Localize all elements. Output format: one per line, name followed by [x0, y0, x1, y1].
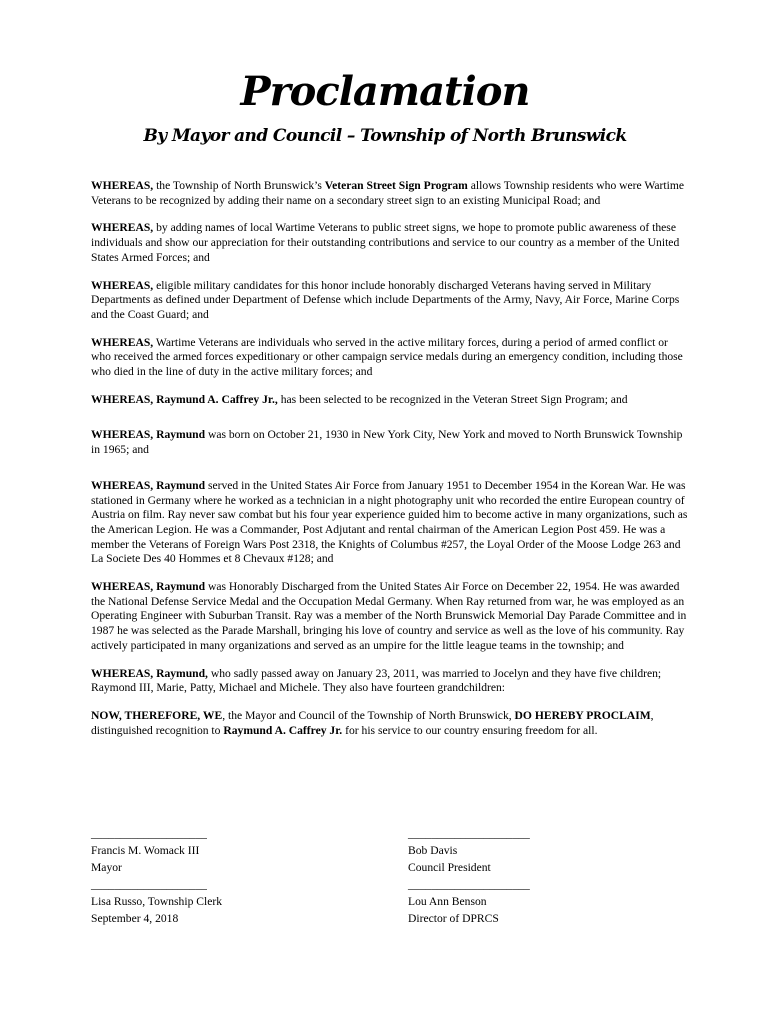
paragraph-text: , the Mayor and Council of the Township of North Brunswick, — [222, 708, 515, 722]
whereas-paragraph-4 — [91, 336, 689, 380]
whereas-lead: WHEREAS, Raymund — [91, 580, 206, 594]
paragraph-text: was born on October 21, 1930 in New York City, New York and moved to North Brunswick Township in 1965; and — [91, 428, 683, 457]
whereas-paragraph-6 — [91, 428, 689, 457]
paragraph-text: for his service to our country ensuring freedom for all. — [342, 723, 598, 737]
paragraph-text: the Township of North Brunswick’s — [153, 179, 325, 192]
whereas-lead: WHEREAS, Raymund A. Caffrey Jr., — [91, 392, 278, 406]
signature-line: _____________________ — [408, 827, 530, 840]
signer-name: Lou Ann Benson — [408, 895, 487, 908]
now-therefore-paragraph — [91, 709, 689, 738]
paragraph-text: who sadly passed away on January 23, 2011, was married to Jocelyn and they have five children; Raymond III, Marie, Patty, Michael and Michele. They also have fourteen grandchildren: — [91, 666, 662, 695]
signature-line: _____________________ — [408, 878, 530, 891]
signer-name: Francis M. Womack III — [91, 844, 200, 857]
signer-name: Lisa Russo, Township Clerk — [91, 895, 223, 908]
page-title: Proclamation — [240, 68, 530, 115]
whereas-paragraph-7 — [91, 479, 689, 567]
whereas-lead: WHEREAS, Raymund — [91, 478, 206, 492]
whereas-paragraph-3 — [91, 279, 689, 323]
now-therefore-lead: NOW, THEREFORE, WE — [91, 708, 223, 722]
proclamation-date: September 4, 2018 — [91, 912, 179, 925]
whereas-lead: WHEREAS, — [91, 179, 154, 192]
whereas-paragraph-1 — [91, 179, 689, 208]
program-name: Veteran Street Sign Program — [324, 179, 468, 192]
whereas-lead: WHEREAS, Raymund, — [91, 666, 208, 680]
proclamation-body — [91, 179, 689, 751]
proclaim-phrase: DO HEREBY PROCLAIM — [514, 708, 651, 722]
whereas-lead: WHEREAS, Raymund — [91, 428, 206, 442]
signature-block-right — [408, 825, 530, 927]
whereas-lead: WHEREAS, — [91, 221, 154, 235]
whereas-paragraph-5 — [91, 393, 689, 408]
page-subtitle: By Mayor and Council – Township of North Brunswick — [143, 126, 627, 146]
whereas-paragraph-8 — [91, 580, 689, 654]
honoree-name: Raymund A. Caffrey Jr. — [223, 723, 343, 737]
whereas-lead: WHEREAS, — [91, 335, 154, 349]
paragraph-text: allows Township residents who were Wartime Veterans to be recognized by adding their name on a secondary street sign to an existing Municipal Road; and — [91, 179, 684, 207]
paragraph-text: Wartime Veterans are individuals who served in the active military forces, during a period of armed conflict or who received the armed forces expeditionary or other campaign service medals during an emergency condition, including those who died in the line of duty in the active military forces; and — [91, 335, 683, 379]
paragraph-text: by adding names of local Wartime Veterans to public street signs, we hope to promote public awareness of these individuals and show our appreciation for their outstanding contributions and service to our country as a member of the United States Armed Forces; and — [91, 221, 680, 264]
signer-title: Director of DPRCS — [408, 912, 499, 925]
signature-line: ____________________ — [91, 827, 207, 840]
whereas-paragraph-2 — [91, 221, 689, 265]
paragraph-text: , distinguished recognition to — [91, 708, 654, 737]
paragraph-text: eligible military candidates for this honor include honorably discharged Veterans having served in Military Departments as defined under Department of Defense which include Departments of the Army, Navy, Air Force, Marine Corps and the Coast Guard; and — [91, 278, 680, 321]
signature-line: ____________________ — [91, 878, 207, 891]
signer-title: Mayor — [91, 861, 122, 874]
signer-name: Bob Davis — [408, 844, 458, 857]
paragraph-text: has been selected to be recognized in the Veteran Street Sign Program; and — [277, 392, 628, 406]
paragraph-text: was Honorably Discharged from the United States Air Force on December 22, 1954. He was awarded the National Defense Service Medal and the Occupation Medal Germany. When Ray returned from war, he was employed as an Operating Engineer with Suburban Transit. Ray was a member of the North Brunswick Memorial Day Parade Committee and in 1987 he was selected as the Parade Marshall, bringing his love of country and service as well as the love of his community. Ray actively participated in many organizations and served as an umpire for the little league teams in the township; and — [91, 580, 687, 652]
signature-block-left — [91, 825, 222, 927]
whereas-paragraph-9 — [91, 667, 689, 696]
whereas-lead: WHEREAS, — [91, 278, 154, 292]
paragraph-text: served in the United States Air Force from January 1951 to December 1954 in the Korean War. He was stationed in Germany where he worked as a technician in a night photography unit who recorded the entire European country of Austria on film. Ray never saw combat but his four year experience guided him to become active in many organizations, such as the American Legion. He was a Commander, Post Adjutant and rental chairman of the American Legion Post 459. He was a member the Veterans of Foreign Wars Post 2318, the Knights of Columbus #257, the Loyal Order of the Moose Lodge 263 and La Societe Des 40 Hommes et 8 Chevaux #128; and — [91, 478, 688, 566]
signer-title: Council President — [408, 861, 491, 874]
